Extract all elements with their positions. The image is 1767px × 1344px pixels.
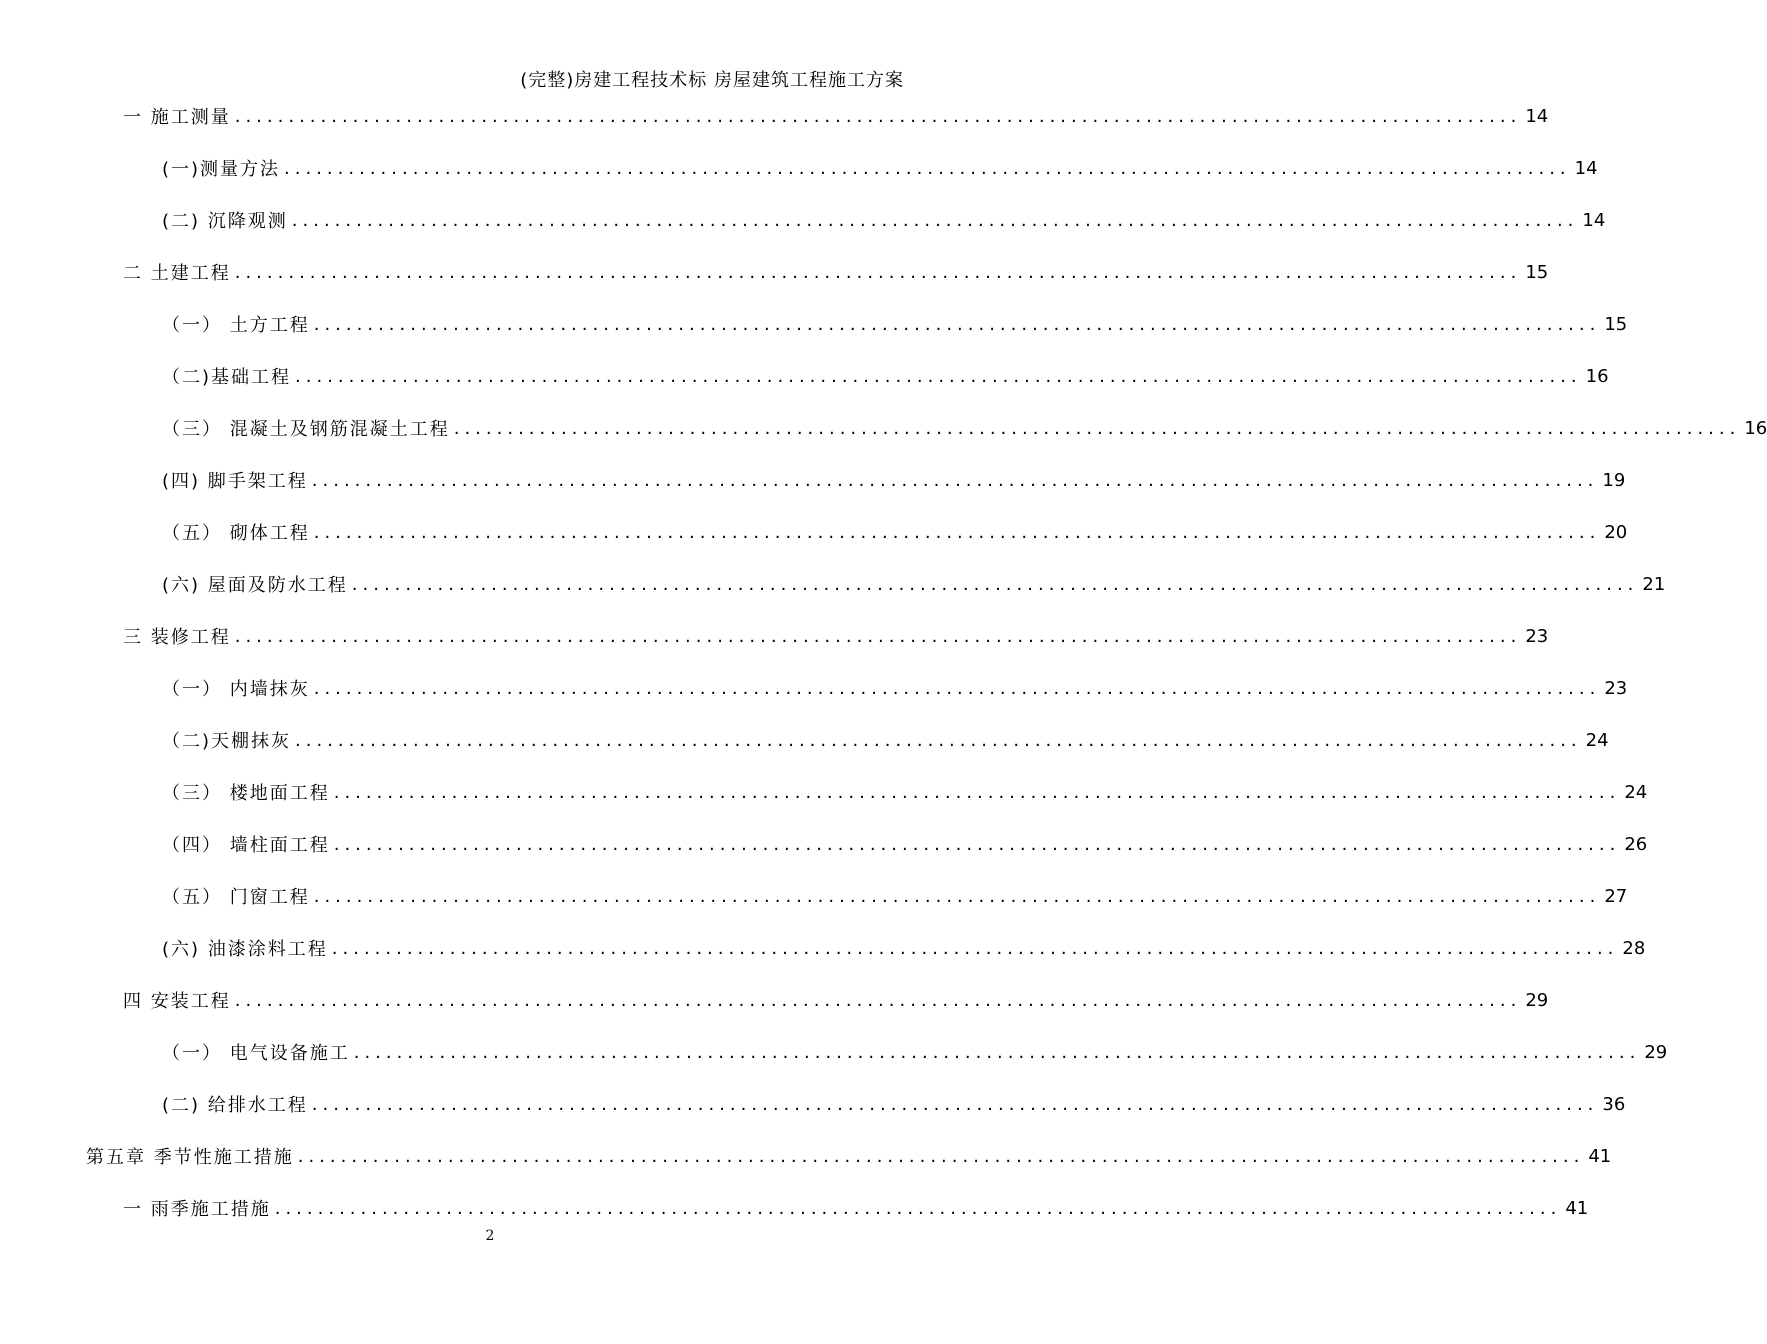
toc-entry-label: （三） 混凝土及钢筋混凝土工程 bbox=[162, 419, 450, 440]
toc-entry-label: (六) 屋面及防水工程 bbox=[162, 575, 348, 596]
toc-entry-page: 15 bbox=[1604, 313, 1628, 335]
toc-entry[interactable] bbox=[86, 1141, 1612, 1171]
toc-entry[interactable] bbox=[162, 465, 1626, 495]
toc-entry-page: 28 bbox=[1622, 937, 1646, 959]
toc-entry[interactable] bbox=[162, 569, 1666, 599]
toc-entry-page: 36 bbox=[1602, 1093, 1626, 1115]
toc-leader-dots: ........................................................................................................................ bbox=[274, 1197, 1562, 1219]
toc-entry-label: （五） 砌体工程 bbox=[162, 523, 310, 544]
toc-entry-label: （一） 内墙抹灰 bbox=[162, 679, 310, 700]
toc-entry[interactable] bbox=[162, 1037, 1668, 1067]
toc-entry-page: 14 bbox=[1525, 105, 1549, 127]
toc-leader-dots: ........................................................................................................................ bbox=[313, 885, 1601, 907]
toc-entry-page: 27 bbox=[1604, 885, 1628, 907]
toc-entry-label: 二 土建工程 bbox=[123, 263, 231, 284]
toc-entry[interactable] bbox=[162, 153, 1598, 183]
toc-leader-dots: ........................................................................................................................ bbox=[295, 365, 1582, 387]
toc-entry[interactable] bbox=[162, 829, 1648, 859]
toc-entry-page: 23 bbox=[1604, 677, 1628, 699]
toc-entry-label: (六) 油漆涂料工程 bbox=[162, 939, 328, 960]
toc-entry[interactable] bbox=[162, 881, 1628, 911]
toc-entry[interactable] bbox=[162, 933, 1646, 963]
toc-leader-dots: ........................................................................................................................ bbox=[234, 105, 1522, 127]
toc-entry-label: 一 施工测量 bbox=[123, 107, 231, 128]
toc-entry-label: 一 雨季施工措施 bbox=[123, 1199, 271, 1220]
toc-entry[interactable] bbox=[123, 1193, 1589, 1223]
toc-entry[interactable] bbox=[162, 413, 1767, 443]
toc-leader-dots: ........................................................................................................................ bbox=[351, 573, 1639, 595]
toc-leader-dots: ........................................................................................................................ bbox=[234, 625, 1522, 647]
toc-leader-dots: ........................................................................................................................ bbox=[284, 157, 1571, 179]
toc-entry[interactable] bbox=[123, 257, 1549, 287]
toc-entry[interactable] bbox=[162, 517, 1628, 547]
toc-entry-page: 20 bbox=[1604, 521, 1628, 543]
toc-entry-label: （二)基础工程 bbox=[162, 367, 292, 388]
toc-entry-page: 14 bbox=[1582, 209, 1606, 231]
toc-entry[interactable] bbox=[162, 725, 1609, 755]
toc-entry[interactable] bbox=[123, 621, 1549, 651]
page-header: (完整)房建工程技术标 房屋建筑工程施工方案 bbox=[520, 70, 904, 91]
toc-entry-label: （四） 墙柱面工程 bbox=[162, 835, 330, 856]
toc-leader-dots: ........................................................................................................................ bbox=[297, 1145, 1585, 1167]
toc-entry-page: 19 bbox=[1602, 469, 1626, 491]
toc-entry-page: 41 bbox=[1588, 1145, 1612, 1167]
toc-entry-label: (四) 脚手架工程 bbox=[162, 471, 308, 492]
toc-entry-page: 16 bbox=[1585, 365, 1609, 387]
toc-entry[interactable] bbox=[162, 205, 1606, 235]
toc-entry-page: 16 bbox=[1744, 417, 1767, 439]
toc-entry[interactable] bbox=[162, 1089, 1626, 1119]
page-number: 2 bbox=[485, 1228, 495, 1244]
toc-entry-label: （三） 楼地面工程 bbox=[162, 783, 330, 804]
toc-leader-dots: ........................................................................................................................ bbox=[313, 521, 1601, 543]
toc-leader-dots: ........................................................................................................................ bbox=[311, 469, 1599, 491]
toc-entry[interactable] bbox=[162, 673, 1628, 703]
toc-leader-dots: ........................................................................................................................ bbox=[291, 209, 1579, 231]
toc-leader-dots: ........................................................................................................................ bbox=[234, 261, 1522, 283]
toc-leader-dots: ........................................................................................................................ bbox=[234, 989, 1522, 1011]
toc-entry-label: （五） 门窗工程 bbox=[162, 887, 310, 908]
toc-leader-dots: ........................................................................................................................ bbox=[313, 677, 1601, 699]
toc-entry-label: （二)天棚抹灰 bbox=[162, 731, 292, 752]
toc-entry[interactable] bbox=[162, 361, 1609, 391]
toc-entry-page: 41 bbox=[1565, 1197, 1589, 1219]
toc-leader-dots: ........................................................................................................................ bbox=[295, 729, 1582, 751]
toc-entry-label: 四 安装工程 bbox=[123, 991, 231, 1012]
toc-entry[interactable] bbox=[162, 777, 1648, 807]
toc-entry[interactable] bbox=[123, 101, 1549, 131]
toc-leader-dots: ........................................................................................................................ bbox=[333, 781, 1621, 803]
toc-entry-page: 21 bbox=[1642, 573, 1666, 595]
toc-leader-dots: ........................................................................................................................ bbox=[311, 1093, 1599, 1115]
toc-entry-page: 29 bbox=[1525, 989, 1549, 1011]
toc-leader-dots: ........................................................................................................................ bbox=[333, 833, 1621, 855]
toc-leader-dots: ........................................................................................................................ bbox=[453, 417, 1741, 439]
toc-leader-dots: ........................................................................................................................ bbox=[353, 1041, 1641, 1063]
toc-entry-label: (二) 沉降观测 bbox=[162, 211, 288, 232]
toc-entry-page: 23 bbox=[1525, 625, 1549, 647]
toc-leader-dots: ........................................................................................................................ bbox=[331, 937, 1619, 959]
toc-entry[interactable] bbox=[162, 309, 1628, 339]
toc-entry-label: 三 装修工程 bbox=[123, 627, 231, 648]
toc-entry-page: 14 bbox=[1574, 157, 1598, 179]
toc-entry-page: 29 bbox=[1644, 1041, 1668, 1063]
toc-leader-dots: ........................................................................................................................ bbox=[313, 313, 1601, 335]
toc-entry-page: 24 bbox=[1585, 729, 1609, 751]
toc-entry-label: （一） 土方工程 bbox=[162, 315, 310, 336]
toc-entry-page: 15 bbox=[1525, 261, 1549, 283]
toc-entry-page: 26 bbox=[1624, 833, 1648, 855]
toc-entry-label: (一)测量方法 bbox=[162, 159, 281, 180]
toc-entry-label: 第五章 季节性施工措施 bbox=[86, 1147, 294, 1168]
toc-entry-label: (二) 给排水工程 bbox=[162, 1095, 308, 1116]
toc-entry-label: （一） 电气设备施工 bbox=[162, 1043, 350, 1064]
toc-entry-page: 24 bbox=[1624, 781, 1648, 803]
toc-entry[interactable] bbox=[123, 985, 1549, 1015]
